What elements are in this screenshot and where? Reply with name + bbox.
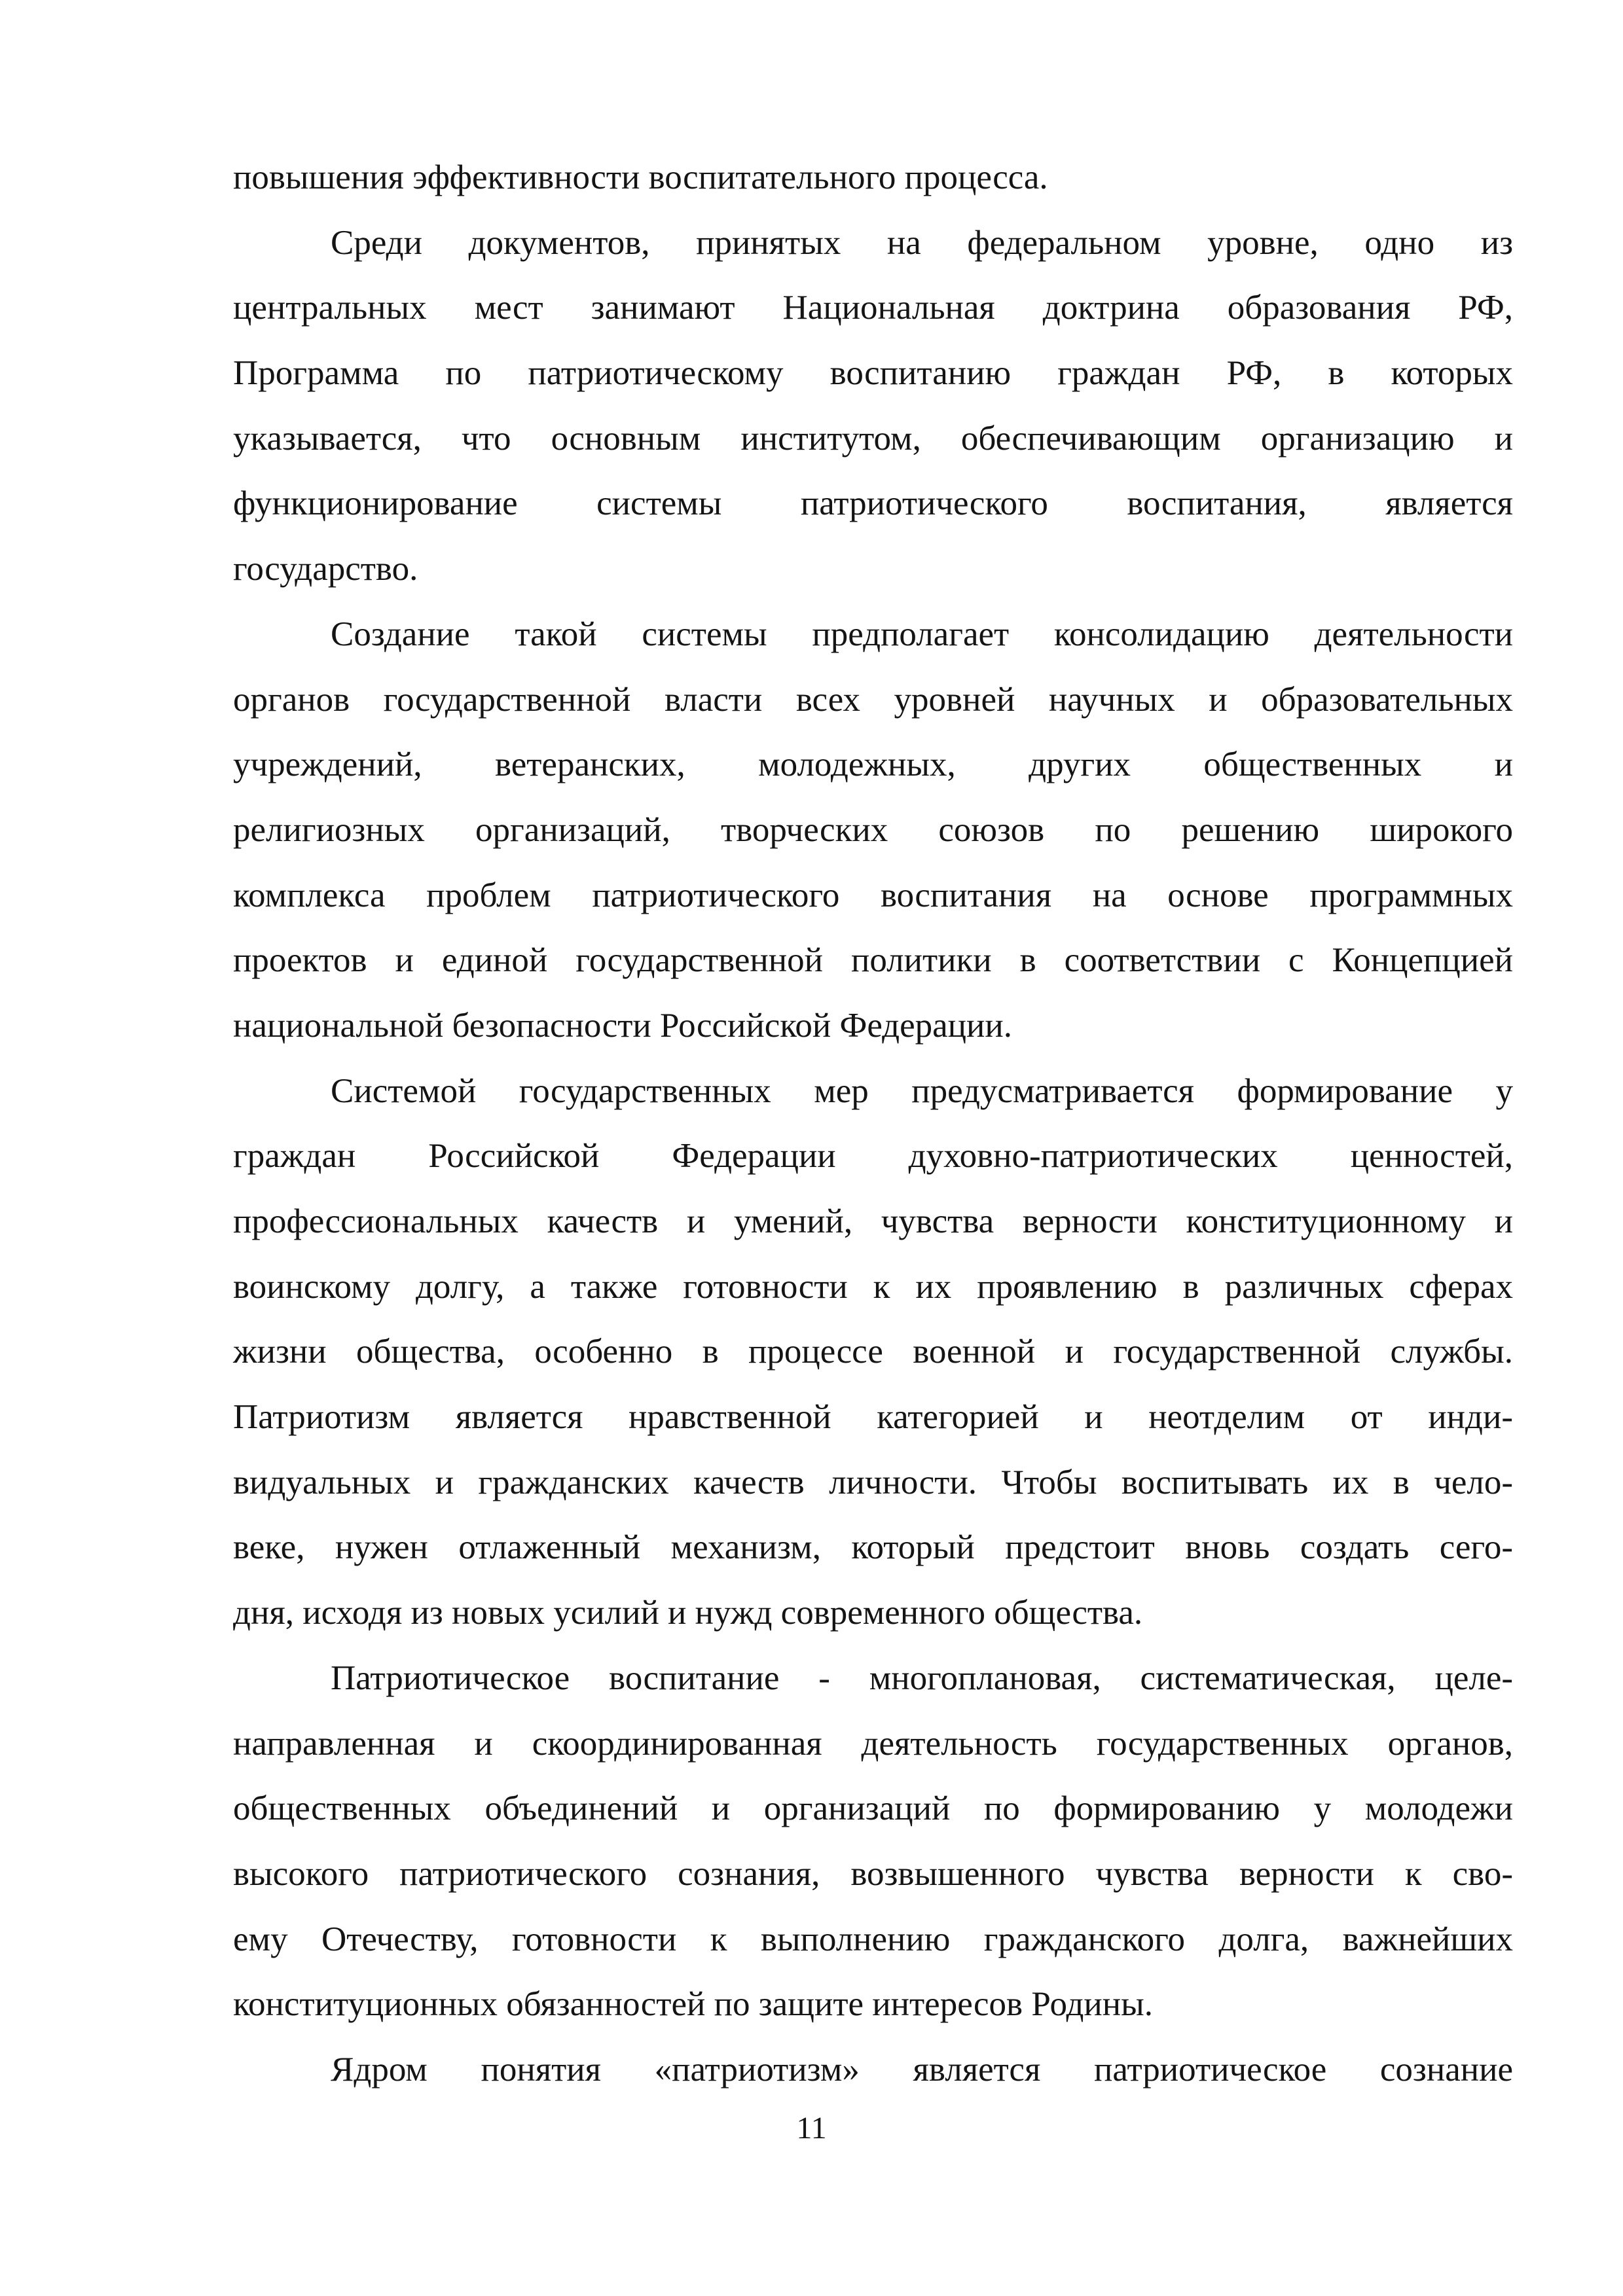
- text-line: видуальных и гражданских качеств личности. Чтобы воспитывать их в чело-: [233, 1463, 1513, 1501]
- text-line: Системой государственных мер предусматривается формирование у: [331, 1071, 1513, 1110]
- text-line: Патриотическое воспитание - многоплановая, систематическая, целе-: [331, 1659, 1513, 1697]
- text-line: веке, нужен отлаженный механизм, который предстоит вновь создать сего-: [233, 1528, 1513, 1567]
- text-line: комплекса проблем патриотического воспитания на основе программных: [233, 876, 1513, 914]
- text-line: ему Отечеству, готовности к выполнению гражданского долга, важнейших: [233, 1920, 1513, 1958]
- text-line: центральных мест занимают Национальная доктрина образования РФ,: [233, 289, 1513, 327]
- text-line: жизни общества, особенно в процессе военной и государственной службы.: [233, 1333, 1513, 1371]
- paragraph: [233, 2037, 1513, 2103]
- text-line: функционирование системы патриотического воспитания, является: [233, 484, 1513, 523]
- text-line: воинскому долгу, а также готовности к их проявлению в различных сферах: [233, 1267, 1513, 1306]
- text-line: Создание такой системы предполагает консолидацию деятельности: [331, 615, 1513, 653]
- paragraph: [233, 145, 1513, 211]
- text-line: учреждений, ветеранских, молодежных, других общественных и: [233, 745, 1513, 784]
- body-text: [233, 145, 1513, 2103]
- paragraph: [233, 1059, 1513, 1646]
- text-line: проектов и единой государственной политики в соответствии с Концепцией: [233, 941, 1513, 980]
- text-line: религиозных организаций, творческих союзов по решению широкого: [233, 810, 1513, 849]
- text-line: повышения эффективности воспитательного процесса.: [233, 158, 1048, 196]
- text-line: Патриотизм является нравственной категорией и неотделим от инди-: [233, 1398, 1513, 1437]
- text-line: направленная и скоординированная деятельность государственных органов,: [233, 1724, 1513, 1763]
- text-line: общественных объединений и организаций по формированию у молодежи: [233, 1789, 1513, 1828]
- text-line: Среди документов, принятых на федеральном уровне, одно из: [331, 223, 1513, 262]
- text-line: указывается, что основным институтом, обеспечивающим организацию и: [233, 419, 1513, 457]
- text-line: Программа по патриотическому воспитанию граждан РФ, в которых: [233, 354, 1513, 393]
- text-line: высокого патриотического сознания, возвышенного чувства верности к сво-: [233, 1854, 1513, 1893]
- paragraph: [233, 602, 1513, 1059]
- page-number: 11: [796, 2111, 827, 2145]
- text-line: государство.: [233, 550, 418, 588]
- text-line: органов государственной власти всех уровней научных и образовательных: [233, 680, 1513, 719]
- text-line: граждан Российской Федерации духовно-патриотических ценностей,: [233, 1137, 1513, 1175]
- text-line: конституционных обязанностей по защите интересов Родины.: [233, 1985, 1154, 2024]
- text-line: профессиональных качеств и умений, чувства верности конституционному и: [233, 1202, 1513, 1240]
- text-line: дня, исходя из новых усилий и нужд современного общества.: [233, 1594, 1143, 1632]
- paragraph: [233, 211, 1513, 602]
- paragraph: [233, 1646, 1513, 2037]
- text-line: Ядром понятия «патриотизм» является патриотическое сознание: [331, 2050, 1513, 2089]
- text-line: национальной безопасности Российской Федерации.: [233, 1006, 1013, 1045]
